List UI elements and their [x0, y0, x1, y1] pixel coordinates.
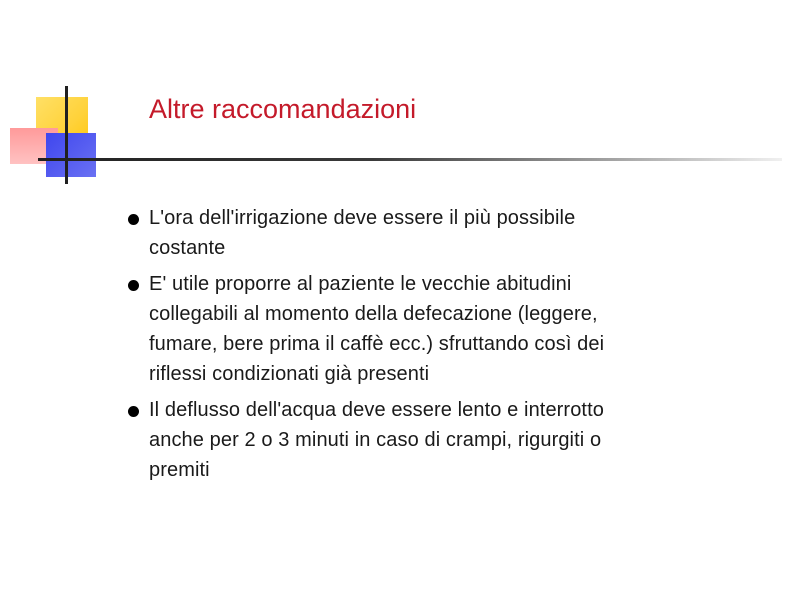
bullet-line: riflessi condizionati già presenti [149, 363, 430, 385]
bullet-line: collegabili al momento della defecazione (leggere, [149, 303, 598, 325]
bullet-line: Il deflusso dell'acqua deve essere lento e interrotto [149, 399, 604, 421]
logo-vertical-line [65, 86, 68, 184]
bullet-line: anche per 2 o 3 minuti in caso di crampi, rigurgiti o [149, 429, 602, 451]
bullet-line: L'ora dell'irrigazione deve essere il più possibile [149, 207, 576, 229]
bullet-dot-icon [128, 406, 139, 417]
bullet-line: premiti [149, 459, 210, 481]
bullet-item [128, 269, 773, 389]
bullet-item [128, 203, 773, 263]
title-underline [38, 158, 782, 161]
bullet-dot-icon [128, 214, 139, 225]
bullet-list [128, 203, 773, 491]
bullet-line: E' utile proporre al paziente le vecchie abitudini [149, 273, 572, 295]
bullet-line: fumare, bere prima il caffè ecc.) sfruttando così dei [149, 333, 605, 355]
logo-blue-square [46, 133, 96, 177]
bullet-dot-icon [128, 280, 139, 291]
bullet-line: costante [149, 237, 226, 259]
bullet-item [128, 395, 773, 485]
slide-title: Altre raccomandazioni [149, 94, 417, 124]
